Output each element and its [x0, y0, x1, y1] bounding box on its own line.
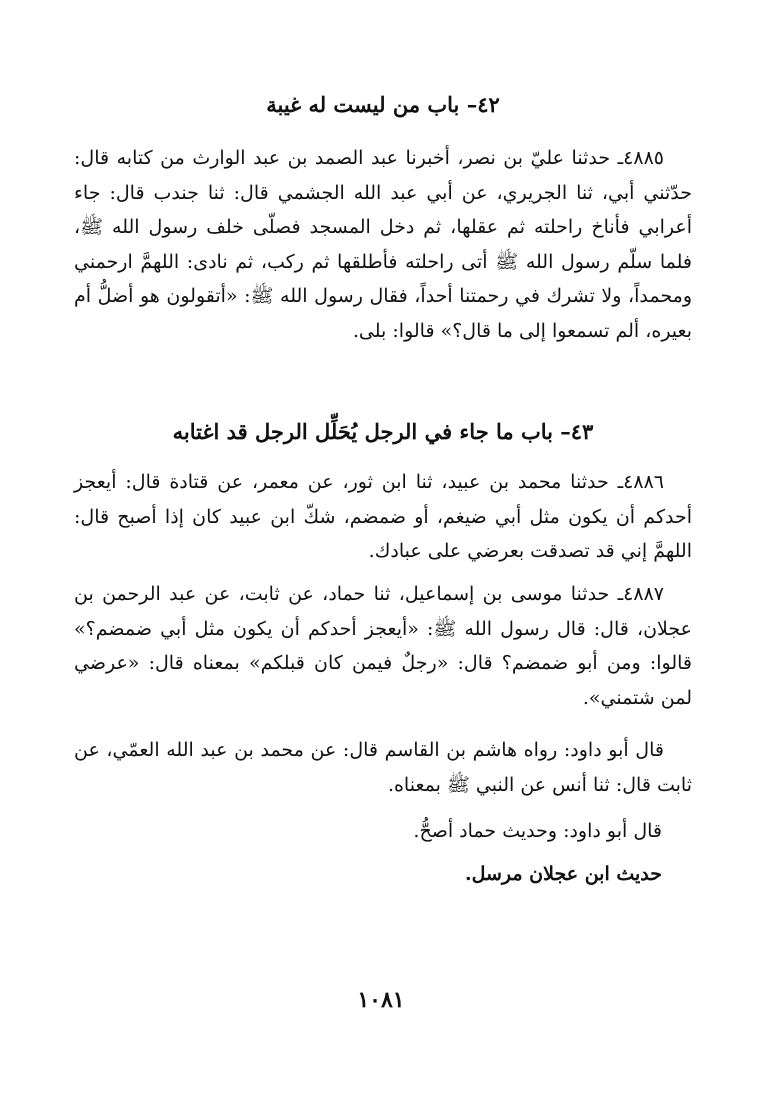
- note-hammad: قال أبو داود: وحديث حماد أصحُّ.: [413, 820, 662, 842]
- section-42-heading: ٤٢– باب من ليست له غيبة: [266, 92, 500, 117]
- hadith-4887: ٤٨٨٧ـ حدثنا موسى بن إسماعيل، ثنا حماد، عن ثابت، عن عبد الرحمن بن عجلان، قال: قال رسول الله ﷺ: «أيعجز أحدكم أن يكون مثل أبي ضمضم؟» قالوا: ومن أبو ضمضم؟ قال: «رجلٌ فيمن كان قبلكم» بمعناه قال: «عرضي لمن شتمني».: [74, 583, 692, 709]
- note-hashim-block: [74, 733, 692, 802]
- hadith-4885: ٤٨٨٥ـ حدثنا عليّ بن نصر، أخبرنا عبد الصمد بن عبد الوارث من كتابه قال: حدّثني أبي، ثنا الجريري، عن أبي عبد الله الجشمي قال: ثنا جندب قال: جاء أعرابي فأناخ راحلته ثم عقلها، ثم دخل المسجد فصلّى خلف رسول الله ﷺ، فلما سلّم رسول الله ﷺ أتى راحلته فأطلقها ثم ركب، ثم نادى: اللهمَّ ارحمني ومحمداً، ولا تشرك في رحمتنا أحداً، فقال رسول الله ﷺ: «أتقولون هو أضلُّ أم بعيره، ألم تسمعوا إلى ما قال؟» قالوا: بلى.: [74, 147, 692, 342]
- hadith-4887-block: [74, 577, 692, 715]
- hadith-4886: ٤٨٨٦ـ حدثنا محمد بن عبيد، ثنا ابن ثور، عن معمر، عن قتادة قال: أيعجز أحدكم أن يكون مثل أبي ضيغم، أو ضمضم، شكّ ابن عبيد كان إذا أصبح قال: اللهمَّ إني قد تصدقت بعرضي على عبادك.: [74, 471, 692, 562]
- hadith-4886-block: [74, 465, 692, 569]
- note-hashim: قال أبو داود: رواه هاشم بن القاسم قال: عن محمد بن عبد الله العمّي، عن ثابت قال: ثنا أنس عن النبي ﷺ بمعناه.: [74, 739, 692, 796]
- section-43-heading: ٤٣– باب ما جاء في الرجل يُحَلِّل الرجل قد اغتابه: [172, 419, 594, 444]
- page-number: ١٠٨١: [357, 987, 405, 1013]
- note-ibn-ajlan: حديث ابن عجلان مرسل.: [464, 863, 662, 885]
- section-42-body: [74, 141, 692, 348]
